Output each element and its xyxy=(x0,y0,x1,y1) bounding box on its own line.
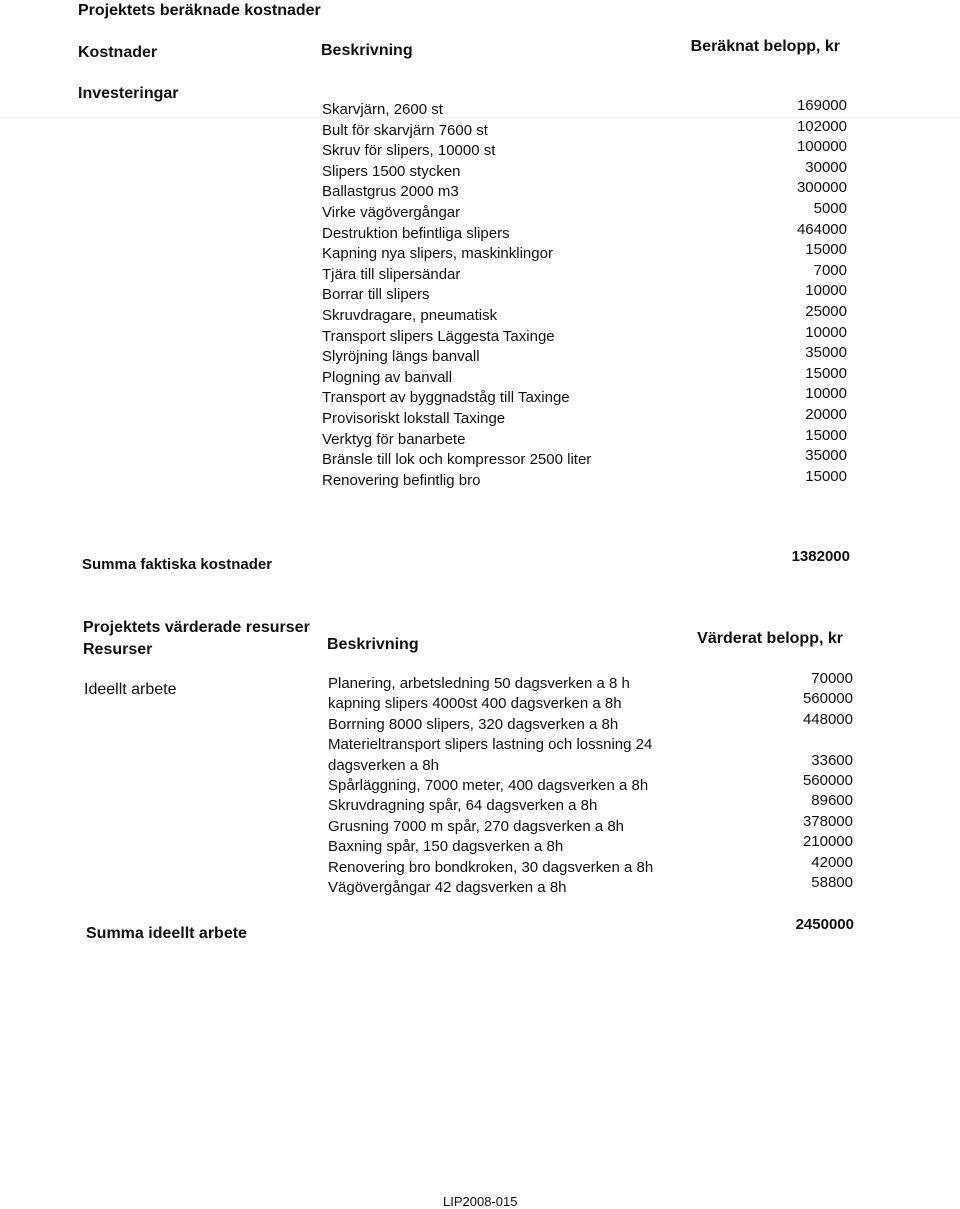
cost-description-list xyxy=(322,100,722,491)
line-item-amount: 448000 xyxy=(802,710,853,728)
line-item-description: Transport av byggnadståg till Taxinge xyxy=(322,389,570,407)
total-costs-label: Summa faktiska kostnader xyxy=(82,556,273,573)
line-item-amount: 20000 xyxy=(805,405,847,423)
line-item-amount: 10000 xyxy=(805,385,847,403)
line-item-amount: 169000 xyxy=(796,97,847,114)
line-item-description: Plogning av banvall xyxy=(322,368,453,386)
col-header-description: Beskrivning xyxy=(321,42,413,59)
line-item-amount: 89600 xyxy=(811,792,853,810)
line-item-description: Virke vägövergångar xyxy=(322,203,461,221)
line-item-description: Ballastgrus 2000 m3 xyxy=(322,183,459,201)
col-header-costs: Kostnader xyxy=(78,44,158,61)
line-item-description: Borrar till slipers xyxy=(322,286,430,304)
line-item-description: Destruktion befintliga slipers xyxy=(322,224,510,242)
line-item-amount: 102000 xyxy=(796,117,847,135)
line-item-description: Transport slipers Läggesta Taxinge xyxy=(322,327,555,345)
line-item-description: Kapning nya slipers, maskinklingor xyxy=(322,245,553,263)
line-item-amount: 464000 xyxy=(796,220,847,238)
line-item-description: Materieltransport slipers lastning och lossning 24 xyxy=(328,736,653,754)
category-label: Investeringar xyxy=(78,85,179,102)
total-volunteer-label: Summa ideellt arbete xyxy=(86,925,247,942)
line-item-description: Skruv för slipers, 10000 st xyxy=(322,142,496,160)
line-item-description: Skruvdragning spår, 64 dagsverken a 8h xyxy=(328,797,598,815)
line-item-amount: 58800 xyxy=(811,873,853,891)
line-item-description: Skruvdragare, pneumatisk xyxy=(322,306,498,324)
line-item-amount: 33600 xyxy=(811,751,853,769)
page-title: Projektets beräknade kostnader xyxy=(78,2,321,19)
line-item-amount: 210000 xyxy=(802,833,853,851)
line-item-description: kapning slipers 4000st 400 dagsverken a 8h xyxy=(328,695,622,713)
line-item-description: Verktyg för banarbete xyxy=(322,430,466,448)
line-item-description: Skarvjärn, 2600 st xyxy=(322,101,443,118)
line-item-amount: 10000 xyxy=(805,323,847,341)
line-item-amount: 300000 xyxy=(796,179,847,197)
line-item-description: Renovering befintlig bro xyxy=(322,471,481,489)
line-item-amount: 378000 xyxy=(802,812,853,830)
line-item-amount: 100000 xyxy=(796,138,847,156)
line-item-amount: 35000 xyxy=(805,447,847,465)
line-item-description: Bränsle till lok och kompressor 2500 liter xyxy=(322,451,592,469)
line-item-description: Renovering bro bondkroken, 30 dagsverken a 8h xyxy=(328,858,654,876)
col-header-amount: Beräknat belopp, kr xyxy=(690,38,840,55)
line-item-description: Planering, arbetsledning 50 dagsverken a 8 h xyxy=(328,675,630,692)
line-item-amount: 560000 xyxy=(802,690,853,708)
line-item-amount: 15000 xyxy=(805,467,847,485)
line-item-description: Grusning 7000 m spår, 270 dagsverken a 8h xyxy=(328,817,625,835)
line-item-description: Baxning spår, 150 dagsverken a 8h xyxy=(328,838,564,856)
line-item-description: Tjära till slipersändar xyxy=(322,265,461,283)
line-item-amount: 35000 xyxy=(805,344,847,362)
document-reference: LIP2008-015 xyxy=(443,1194,518,1209)
col-header-resources: Resurser xyxy=(83,641,153,658)
total-costs-value: 1382000 xyxy=(791,548,850,565)
line-item-amount: 10000 xyxy=(805,282,847,300)
col-header-valued-amount: Värderat belopp, kr xyxy=(697,630,843,647)
line-item-amount: 42000 xyxy=(811,853,853,871)
line-item-amount: 560000 xyxy=(802,771,853,789)
line-item-description: Slipers 1500 stycken xyxy=(322,162,461,180)
line-item-description: dagsverken a 8h xyxy=(328,756,439,774)
line-item-amount: 70000 xyxy=(811,670,853,687)
resource-description-list xyxy=(328,674,738,898)
line-item-description: Provisoriskt lokstall Taxinge xyxy=(322,409,506,427)
line-item-amount: 7000 xyxy=(813,261,847,279)
line-item-description: Vägövergångar 42 dagsverken a 8h xyxy=(328,878,567,896)
line-item-description: Slyröjning längs banvall xyxy=(322,348,480,366)
line-item-description: Bult för skarvjärn 7600 st xyxy=(322,121,488,139)
line-item-description: Spårläggning, 7000 meter, 400 dagsverken a 8h xyxy=(328,776,649,794)
resources-heading: Projektets värderade resurser xyxy=(83,619,310,636)
resource-amount-list xyxy=(740,669,853,893)
line-item-amount: 5000 xyxy=(813,199,847,217)
line-item-amount: 25000 xyxy=(805,302,847,320)
line-item-amount: 15000 xyxy=(805,364,847,382)
line-item-amount: 15000 xyxy=(805,241,847,259)
line-item-amount: 15000 xyxy=(805,426,847,444)
cost-amount-list xyxy=(740,96,847,487)
line-item-amount: 30000 xyxy=(805,158,847,176)
resource-category-label: Ideellt arbete xyxy=(84,681,177,698)
col-header-resource-description: Beskrivning xyxy=(327,636,419,653)
line-item-amount xyxy=(740,730,853,750)
line-item-description: Borrning 8000 slipers, 320 dagsverken a 8h xyxy=(328,715,619,733)
total-volunteer-value: 2450000 xyxy=(795,916,854,933)
